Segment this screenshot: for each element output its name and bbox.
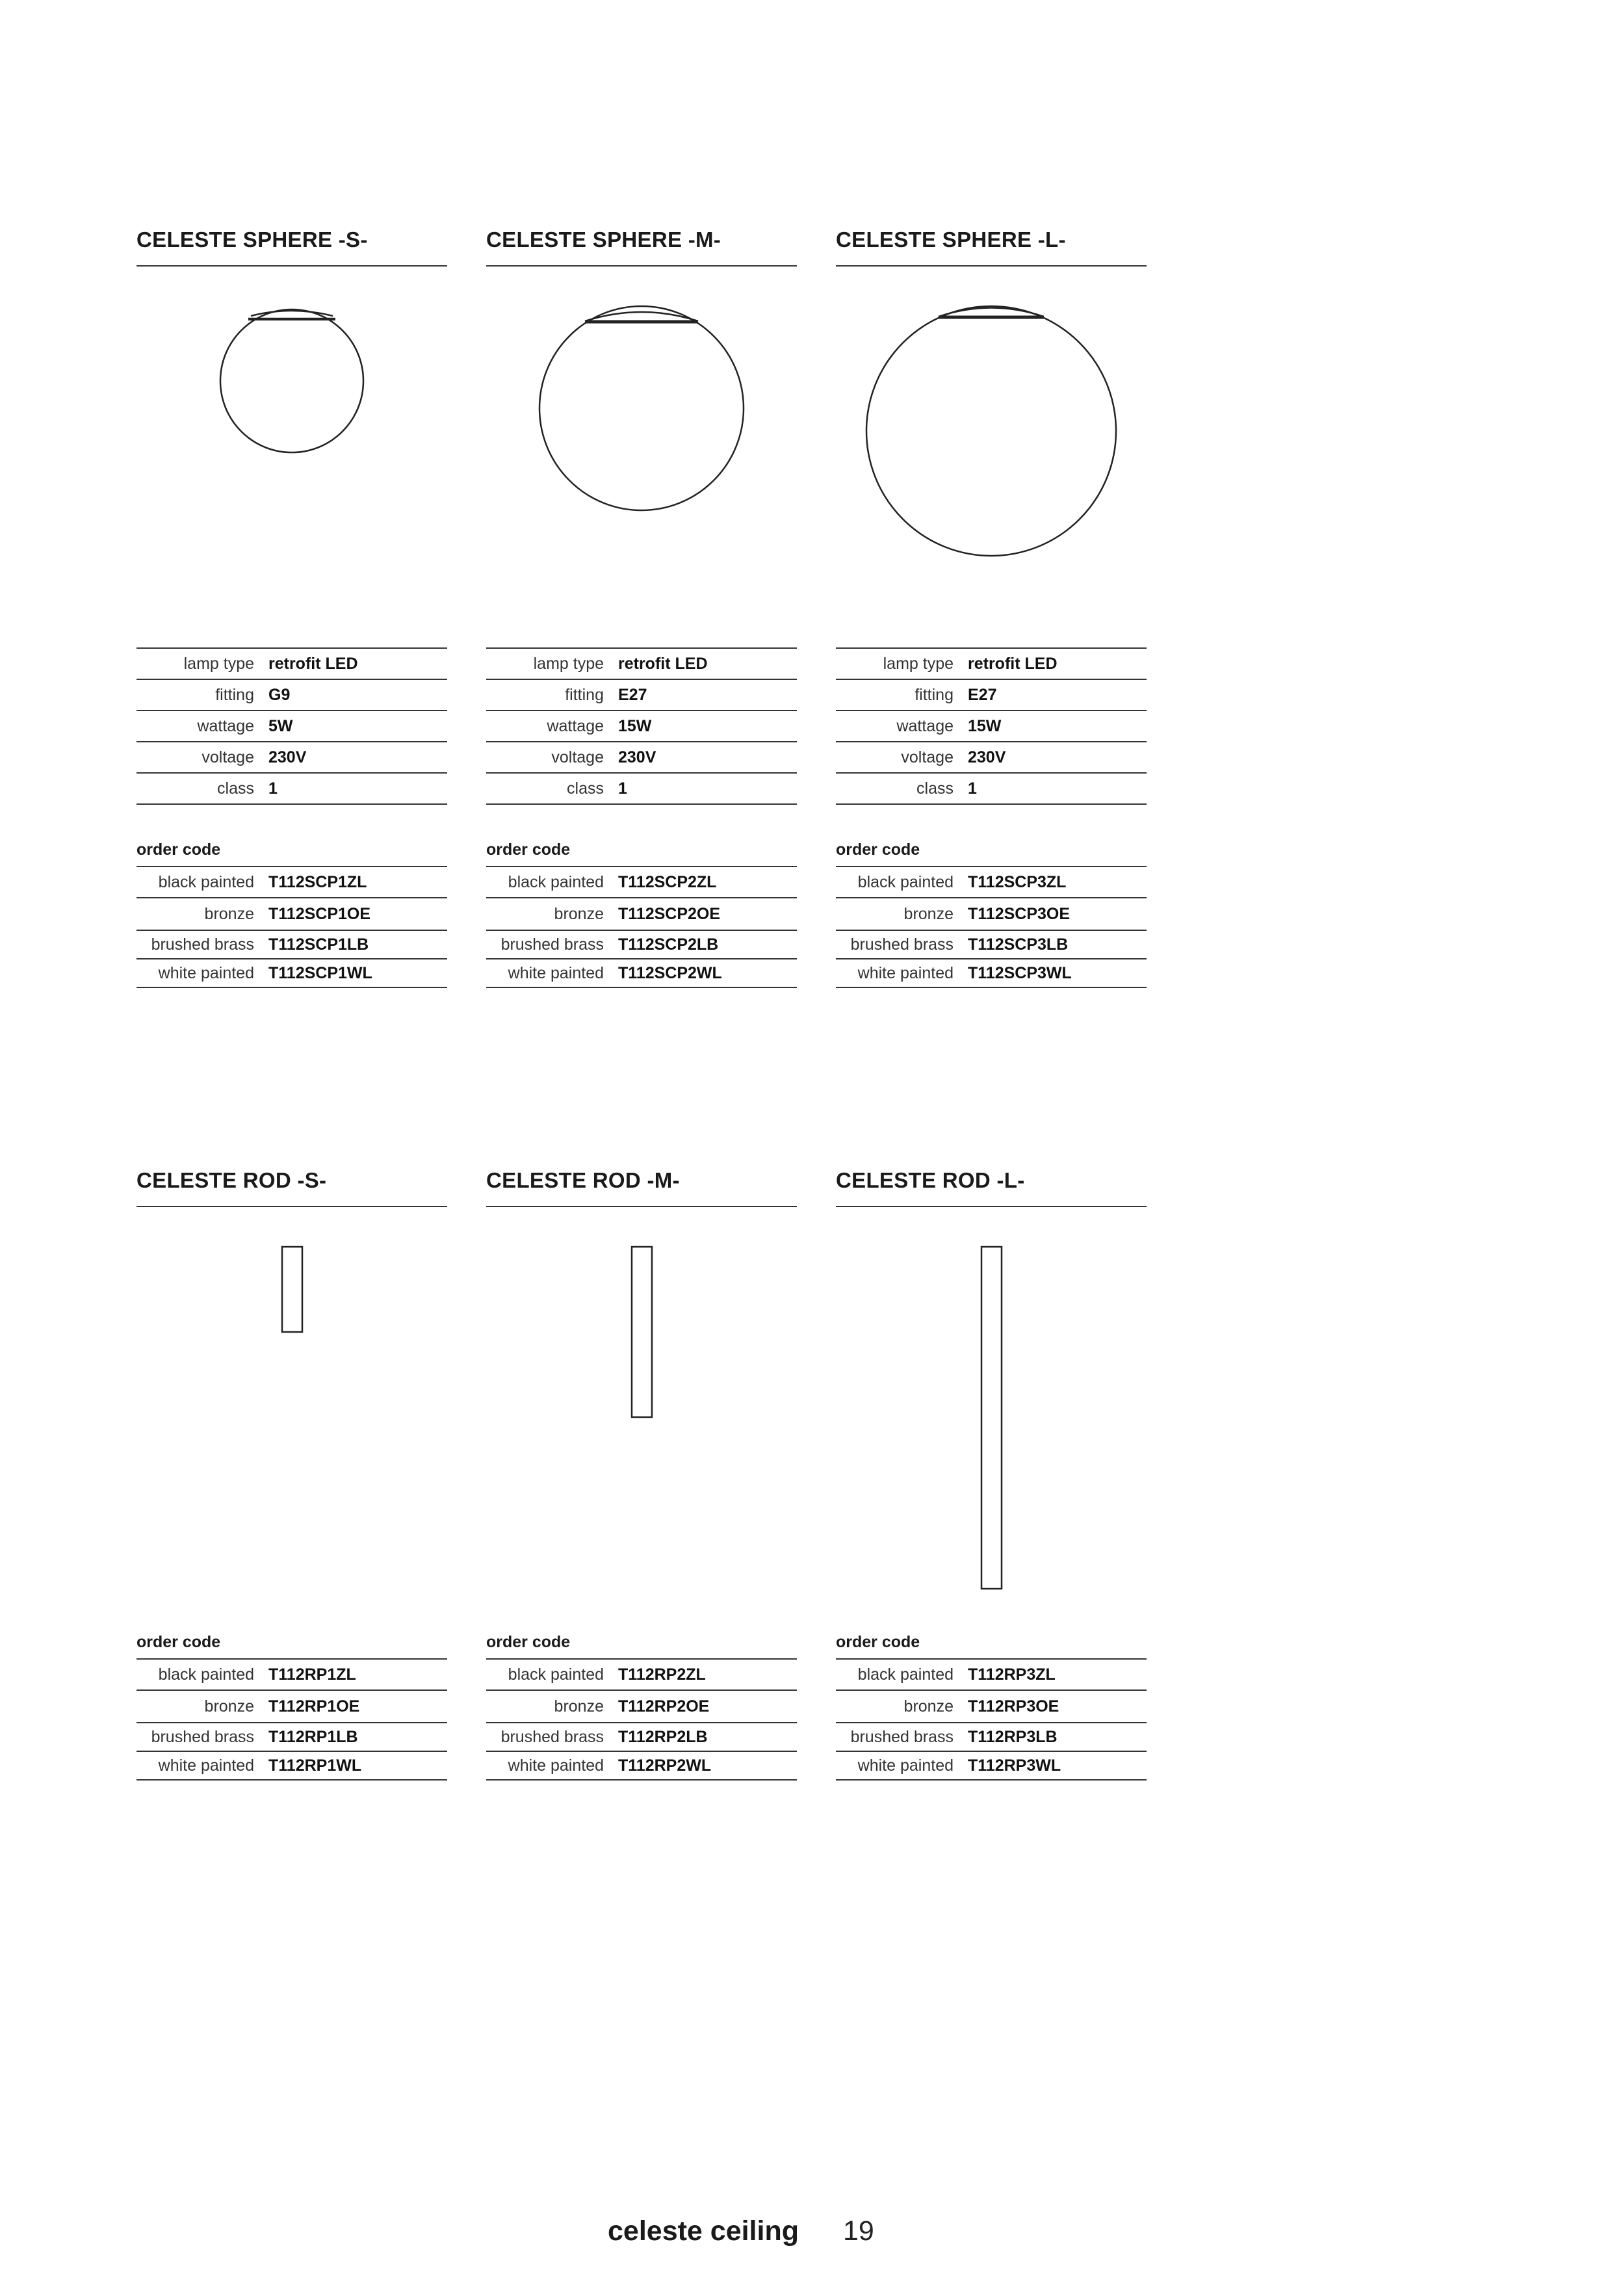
product-title: CELESTE SPHERE -L-	[836, 228, 1147, 267]
order-code-heading: order code	[486, 841, 571, 859]
sphere-drawing-small	[136, 299, 447, 468]
order-code-row: black painted T112RP1ZL	[136, 1659, 447, 1690]
order-code-table	[486, 1658, 797, 1781]
order-code-table	[836, 866, 1147, 988]
rod-drawing-medium	[486, 1245, 797, 1420]
order-code-row: white painted T112RP2WL	[486, 1751, 797, 1780]
order-code-row: brushed brass T112RP1LB	[136, 1723, 447, 1751]
order-code-row: black painted T112RP2ZL	[486, 1659, 797, 1690]
order-code-row: white painted T112RP3WL	[836, 1751, 1147, 1780]
order-code-table	[836, 1658, 1147, 1781]
spec-row: wattage 15W	[486, 711, 797, 742]
order-code-heading: order code	[836, 841, 920, 859]
product-title: CELESTE ROD -L-	[836, 1168, 1147, 1207]
product-title: CELESTE SPHERE -S-	[136, 228, 447, 267]
spec-row: voltage 230V	[836, 742, 1147, 773]
order-code-row: brushed brass T112RP2LB	[486, 1723, 797, 1751]
order-code-row: brushed brass T112RP3LB	[836, 1723, 1147, 1751]
spec-row: lamp type retrofit LED	[486, 648, 797, 679]
order-code-table	[486, 866, 797, 988]
spec-table	[836, 647, 1147, 805]
order-code-row: bronze T112SCP3OE	[836, 898, 1147, 930]
spec-row: class 1	[486, 773, 797, 804]
spec-table	[486, 647, 797, 805]
sphere-drawing-medium	[486, 299, 797, 520]
spec-row: voltage 230V	[136, 742, 447, 773]
spec-row: fitting G9	[136, 679, 447, 711]
spec-row: wattage 5W	[136, 711, 447, 742]
order-code-heading: order code	[136, 1633, 221, 1651]
order-code-heading: order code	[136, 841, 221, 859]
sphere-drawing-large	[836, 299, 1147, 559]
order-code-row: brushed brass T112SCP3LB	[836, 930, 1147, 959]
order-code-heading: order code	[836, 1633, 920, 1651]
order-code-row: white painted T112SCP3WL	[836, 959, 1147, 987]
spec-row: lamp type retrofit LED	[136, 648, 447, 679]
product-title: CELESTE ROD -M-	[486, 1168, 797, 1207]
order-code-row: black painted T112SCP3ZL	[836, 867, 1147, 898]
spec-row: fitting E27	[836, 679, 1147, 711]
order-code-row: white painted T112RP1WL	[136, 1751, 447, 1780]
order-code-row: bronze T112RP2OE	[486, 1690, 797, 1723]
spec-row: class 1	[136, 773, 447, 804]
order-code-row: black painted T112RP3ZL	[836, 1659, 1147, 1690]
product-title: CELESTE ROD -S-	[136, 1168, 447, 1207]
footer-collection-label: celeste ceiling	[608, 2215, 799, 2247]
order-code-row: bronze T112RP1OE	[136, 1690, 447, 1723]
spec-row: lamp type retrofit LED	[836, 648, 1147, 679]
rod-drawing-long	[836, 1245, 1147, 1593]
spec-row: voltage 230V	[486, 742, 797, 773]
order-code-row: black painted T112SCP2ZL	[486, 867, 797, 898]
product-title: CELESTE SPHERE -M-	[486, 228, 797, 267]
order-code-row: black painted T112SCP1ZL	[136, 867, 447, 898]
spec-row: wattage 15W	[836, 711, 1147, 742]
order-code-row: white painted T112SCP2WL	[486, 959, 797, 987]
order-code-row: brushed brass T112SCP1LB	[136, 930, 447, 959]
spec-row: class 1	[836, 773, 1147, 804]
order-code-row: brushed brass T112SCP2LB	[486, 930, 797, 959]
order-code-row: bronze T112RP3OE	[836, 1690, 1147, 1723]
order-code-table	[136, 1658, 447, 1781]
order-code-row: bronze T112SCP1OE	[136, 898, 447, 930]
page-number: 19	[843, 2215, 874, 2247]
spec-table	[136, 647, 447, 805]
spec-row: fitting E27	[486, 679, 797, 711]
order-code-row: white painted T112SCP1WL	[136, 959, 447, 987]
order-code-row: bronze T112SCP2OE	[486, 898, 797, 930]
order-code-heading: order code	[486, 1633, 571, 1651]
rod-drawing-short	[136, 1245, 447, 1336]
order-code-table	[136, 866, 447, 988]
